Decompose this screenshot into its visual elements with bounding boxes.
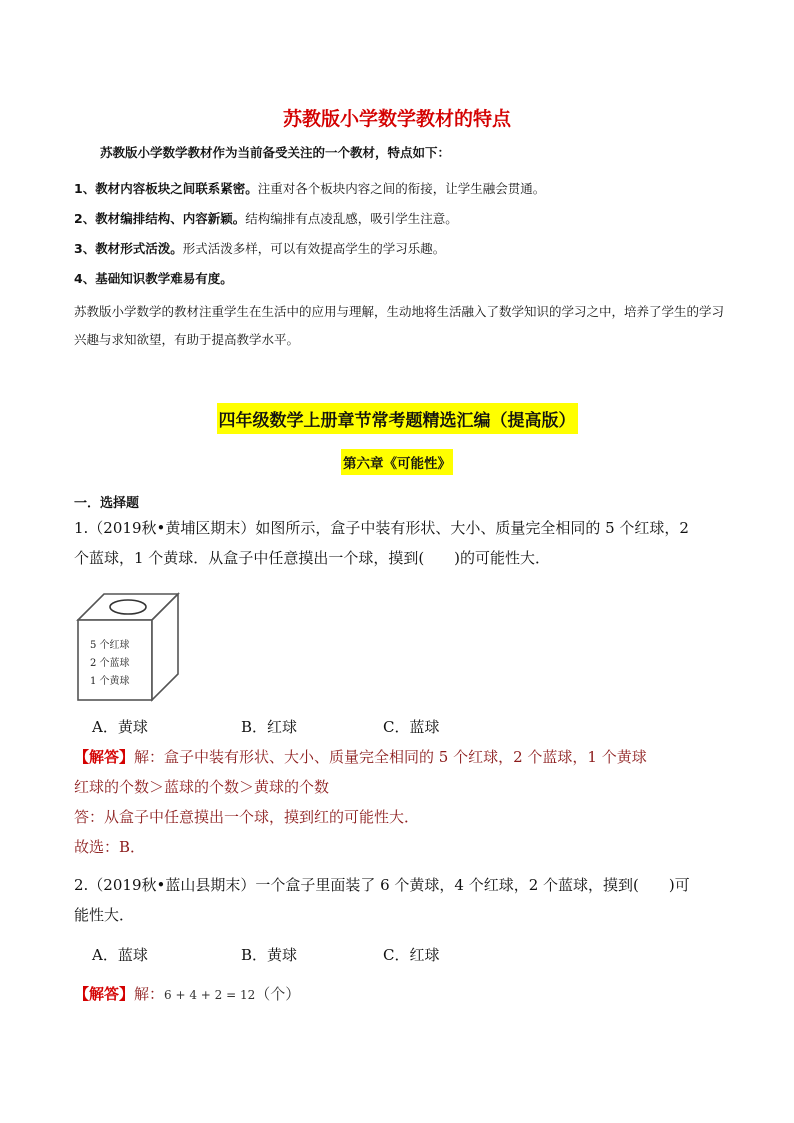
question-2-answer: 【解答】解：6 + 4 + 2 = 12（个） [74,985,301,1003]
q1-option-a: A．黄球 [92,718,148,736]
q2-option-a: A．蓝球 [92,946,148,964]
question-1-options [92,716,439,737]
chapter-title: 第六章《可能性》 [341,449,453,475]
box-label-blue: 2 个蓝球 [90,658,130,669]
feature-1: 1、教材内容板块之间联系紧密。注重对各个板块内容之间的衔接，让学生融会贯通。 [74,181,546,196]
box-label-yellow: 1 个黄球 [90,676,130,687]
question-1-answer: 【解答】解：盒子中装有形状、大小、质量完全相同的 5 个红球，2 个蓝球，1 个黄球 红球的个数＞蓝球的个数＞黄球的个数 答：从盒子中任意摸出一个球，摸到红的可能性大． 故选：B． [74,748,647,856]
q2-option-b: B．黄球 [241,946,298,964]
q1-option-b: B．红球 [241,718,298,736]
feature-4: 4、基础知识教学难易有度。 [74,271,233,286]
feature-2: 2、教材编排结构、内容新颖。结构编排有点凌乱感，吸引学生注意。 [74,211,458,226]
question-1-line1: 1.（2019秋•黄埔区期末）如图所示，盒子中装有形状、大小、质量完全相同的 5 个红球，2 [74,519,689,537]
question-1 [74,513,734,573]
worksheet-title: 四年级数学上册章节常考题精选汇编（提高版） [217,403,578,434]
box-opening-icon [110,600,146,614]
intro-text: 苏教版小学数学教材作为当前备受关注的一个教材，特点如下： [100,145,451,160]
question-2-line2: 能性大． [74,906,135,924]
q1-option-c: C．蓝球 [383,718,440,736]
question-2 [74,870,734,930]
box-figure [76,590,182,706]
section-heading: 一．选择题 [74,496,140,511]
page-title: 苏教版小学数学教材的特点 [282,108,511,130]
q2-answer-tag: 【解答】 [74,985,135,1003]
q2-formula: 6 + 4 + 2 = 12 [164,988,256,1002]
question-2-line1: 2.（2019秋•蓝山县期末）一个盒子里面装了 6 个黄球，4 个红球，2 个蓝球，摸到( )可 [74,876,690,894]
worksheet-title-wrap [0,403,794,434]
ball-box-illustration [76,590,182,702]
chapter-title-wrap [0,449,794,475]
q2-option-c: C．红球 [383,946,440,964]
question-2-options [92,944,439,965]
q1-answer-tag: 【解答】 [74,748,135,766]
feature-3: 3、教材形式活泼。形式活泼多样，可以有效提高学生的学习乐趣。 [74,241,446,256]
question-1-line2: 个蓝球，1 个黄球．从盒子中任意摸出一个球，摸到( )的可能性大． [74,549,551,567]
summary-paragraph: 苏教版小学数学的教材注重学生在生活中的应用与理解，生动地将生活融入了数学知识的学习之中，培养了学生的学习兴趣与求知欲望，有助于提高教学水平。 [74,304,725,347]
box-label-red: 5 个红球 [90,640,130,651]
